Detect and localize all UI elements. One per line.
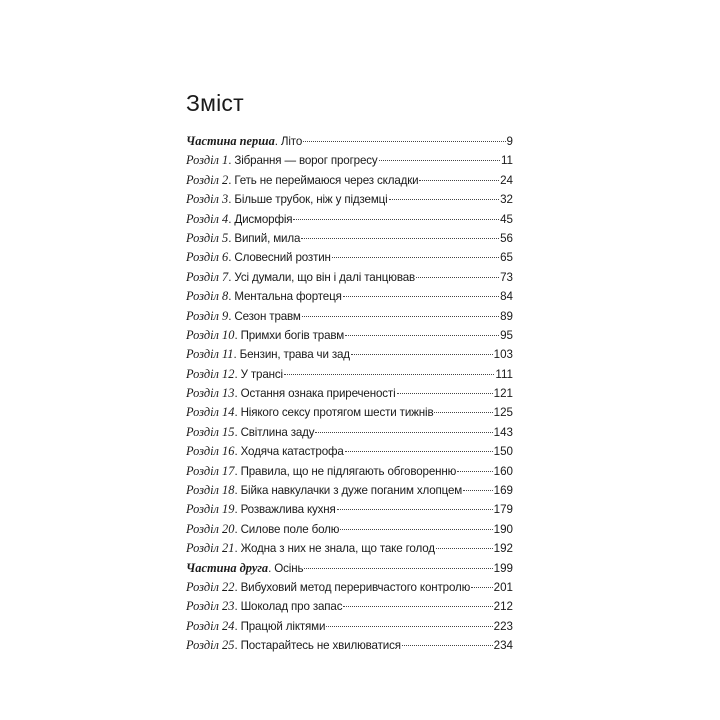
- table-of-contents: [186, 132, 513, 656]
- chapter-title: . Вибуховий метод переривчастого контролю: [234, 580, 471, 594]
- chapter-title: . Ментальна фортеця: [228, 290, 342, 304]
- dot-leader: [463, 490, 493, 491]
- chapter-title: . Бійка навкулачки з дуже поганим хлопцем: [234, 484, 463, 498]
- chapter-title: . Геть не переймаюся через складки: [228, 173, 419, 187]
- chapter-title: . Дисморфія: [228, 212, 293, 226]
- page-number: 111: [495, 367, 513, 381]
- page-number: 32: [500, 193, 513, 207]
- dot-leader: [471, 587, 492, 588]
- toc-chapter-entry: [186, 403, 513, 422]
- toc-chapter-entry: [186, 578, 513, 597]
- dot-leader: [416, 277, 499, 278]
- toc-chapter-entry: [186, 597, 513, 616]
- dot-leader: [457, 471, 492, 472]
- chapter-label: Розділ 20: [186, 521, 235, 536]
- dot-leader: [315, 432, 492, 433]
- dot-leader: [303, 141, 505, 142]
- toc-part-entry: [186, 132, 513, 151]
- chapter-title: . Сезон травм: [228, 309, 301, 323]
- dot-leader: [332, 257, 499, 258]
- toc-chapter-entry: [186, 229, 513, 248]
- toc-part-entry: [186, 559, 513, 578]
- toc-chapter-entry: [186, 268, 513, 287]
- toc-chapter-entry: [186, 520, 513, 539]
- page-number: 190: [493, 522, 513, 536]
- page-number: 103: [493, 348, 513, 362]
- chapter-title: . Остання ознака приреченості: [234, 387, 396, 401]
- chapter-label: Розділ 11: [186, 347, 234, 362]
- chapter-label: Розділ 18: [186, 483, 235, 498]
- chapter-label: Розділ 21: [186, 541, 235, 556]
- page-number: 65: [500, 251, 513, 265]
- chapter-title: . Працюй ліктями: [234, 619, 326, 633]
- toc-chapter-entry: [186, 326, 513, 345]
- toc-chapter-entry: [186, 190, 513, 209]
- chapter-title: . Бензин, трава чи зад: [233, 348, 350, 362]
- page-number: 192: [493, 542, 513, 556]
- toc-chapter-entry: [186, 384, 513, 403]
- toc-chapter-entry: [186, 171, 513, 190]
- dot-leader: [293, 219, 499, 220]
- dot-leader: [397, 393, 493, 394]
- chapter-label: Розділ 17: [186, 463, 235, 478]
- dot-leader: [326, 626, 492, 627]
- page-title: Зміст: [186, 90, 244, 116]
- page-number: 169: [493, 484, 513, 498]
- dot-leader: [343, 296, 499, 297]
- chapter-label: Розділ 12: [186, 366, 235, 381]
- toc-chapter-entry: [186, 423, 513, 442]
- page-number: 45: [500, 212, 513, 226]
- chapter-title: . Зібрання — ворог прогресу: [228, 154, 378, 168]
- dot-leader: [301, 238, 499, 239]
- dot-leader: [304, 568, 492, 569]
- page-number: 150: [493, 445, 513, 459]
- page-number: 121: [493, 387, 513, 401]
- dot-leader: [345, 451, 493, 452]
- chapter-label: Розділ 14: [186, 405, 235, 420]
- dot-leader: [419, 180, 499, 181]
- chapter-label: Розділ 15: [186, 424, 235, 439]
- chapter-title: . Більше трубок, ніж у підземці: [228, 193, 388, 207]
- chapter-label: Розділ 8: [186, 289, 229, 304]
- toc-chapter-entry: [186, 481, 513, 500]
- toc-chapter-entry: [186, 462, 513, 481]
- toc-chapter-entry: [186, 539, 513, 558]
- chapter-title: . У трансі: [234, 367, 283, 381]
- chapter-title: . Силове поле болю: [234, 522, 340, 536]
- chapter-label: Розділ 22: [186, 579, 235, 594]
- chapter-label: Розділ 25: [186, 638, 235, 653]
- dot-leader: [436, 548, 493, 549]
- toc-chapter-entry: [186, 307, 513, 326]
- dot-leader: [302, 316, 499, 317]
- chapter-title: . Світлина заду: [234, 425, 315, 439]
- dot-leader: [284, 374, 494, 375]
- chapter-label: Розділ 7: [186, 269, 229, 284]
- page-number: 11: [500, 154, 513, 168]
- part-title: . Осінь: [268, 561, 304, 575]
- chapter-label: Розділ 5: [186, 230, 229, 245]
- chapter-label: Розділ 10: [186, 327, 235, 342]
- page-number: 56: [500, 231, 513, 245]
- toc-chapter-entry: [186, 210, 513, 229]
- dot-leader: [345, 335, 499, 336]
- dot-leader: [402, 645, 493, 646]
- toc-chapter-entry: [186, 365, 513, 384]
- toc-chapter-entry: [186, 500, 513, 519]
- page-number: 199: [493, 561, 513, 575]
- page-number: 201: [493, 580, 513, 594]
- page-number: 95: [500, 328, 513, 342]
- toc-chapter-entry: [186, 345, 513, 364]
- chapter-title: . Ніякого сексу протягом шести тижнів: [234, 406, 434, 420]
- part-title: . Літо: [274, 135, 303, 148]
- page-number: 212: [493, 600, 513, 614]
- chapter-title: . Усі думали, що він і далі танцював: [228, 270, 416, 284]
- toc-chapter-entry: [186, 617, 513, 636]
- chapter-label: Розділ 9: [186, 308, 229, 323]
- chapter-label: Розділ 13: [186, 386, 235, 401]
- dot-leader: [351, 354, 493, 355]
- chapter-label: Розділ 6: [186, 250, 229, 265]
- chapter-title: . Правила, що не підлягають обговоренню: [234, 464, 457, 478]
- page-number: 125: [493, 406, 513, 420]
- chapter-label: Розділ 2: [186, 172, 229, 187]
- page-number: 9: [506, 135, 513, 148]
- chapter-title: . Шоколад про запас: [234, 600, 343, 614]
- page-number: 73: [500, 270, 513, 284]
- page-number: 89: [500, 309, 513, 323]
- dot-leader: [340, 529, 492, 530]
- page-number: 84: [500, 290, 513, 304]
- chapter-title: . Жодна з них не знала, що таке голод: [234, 542, 435, 556]
- dot-leader: [434, 412, 492, 413]
- toc-chapter-entry: [186, 287, 513, 306]
- chapter-title: . Примхи богів травм: [234, 328, 345, 342]
- toc-chapter-entry: [186, 151, 513, 170]
- dot-leader: [389, 199, 500, 200]
- page-number: 234: [493, 639, 513, 653]
- dot-leader: [379, 160, 500, 161]
- chapter-label: Розділ 23: [186, 599, 235, 614]
- page-number: 143: [493, 425, 513, 439]
- chapter-label: Розділ 24: [186, 618, 235, 633]
- chapter-label: Розділ 16: [186, 444, 235, 459]
- chapter-label: Розділ 1: [186, 153, 229, 168]
- page-number: 160: [493, 464, 513, 478]
- toc-chapter-entry: [186, 636, 513, 655]
- dot-leader: [337, 509, 493, 510]
- page-number: 179: [493, 503, 513, 517]
- chapter-label: Розділ 19: [186, 502, 235, 517]
- part-label: Частина друга: [186, 560, 269, 575]
- part-label: Частина перша: [186, 134, 275, 148]
- chapter-title: . Словесний розтин: [228, 251, 331, 265]
- page-number: 223: [493, 619, 513, 633]
- chapter-label: Розділ 4: [186, 211, 229, 226]
- chapter-title: . Ходяча катастрофа: [234, 445, 344, 459]
- chapter-label: Розділ 3: [186, 192, 229, 207]
- chapter-title: . Постарайтесь не хвилюватися: [234, 639, 401, 653]
- dot-leader: [343, 606, 492, 607]
- chapter-title: . Розважлива кухня: [234, 503, 336, 517]
- toc-chapter-entry: [186, 248, 513, 267]
- chapter-title: . Випий, мила: [228, 231, 301, 245]
- page-number: 24: [500, 173, 513, 187]
- toc-chapter-entry: [186, 442, 513, 461]
